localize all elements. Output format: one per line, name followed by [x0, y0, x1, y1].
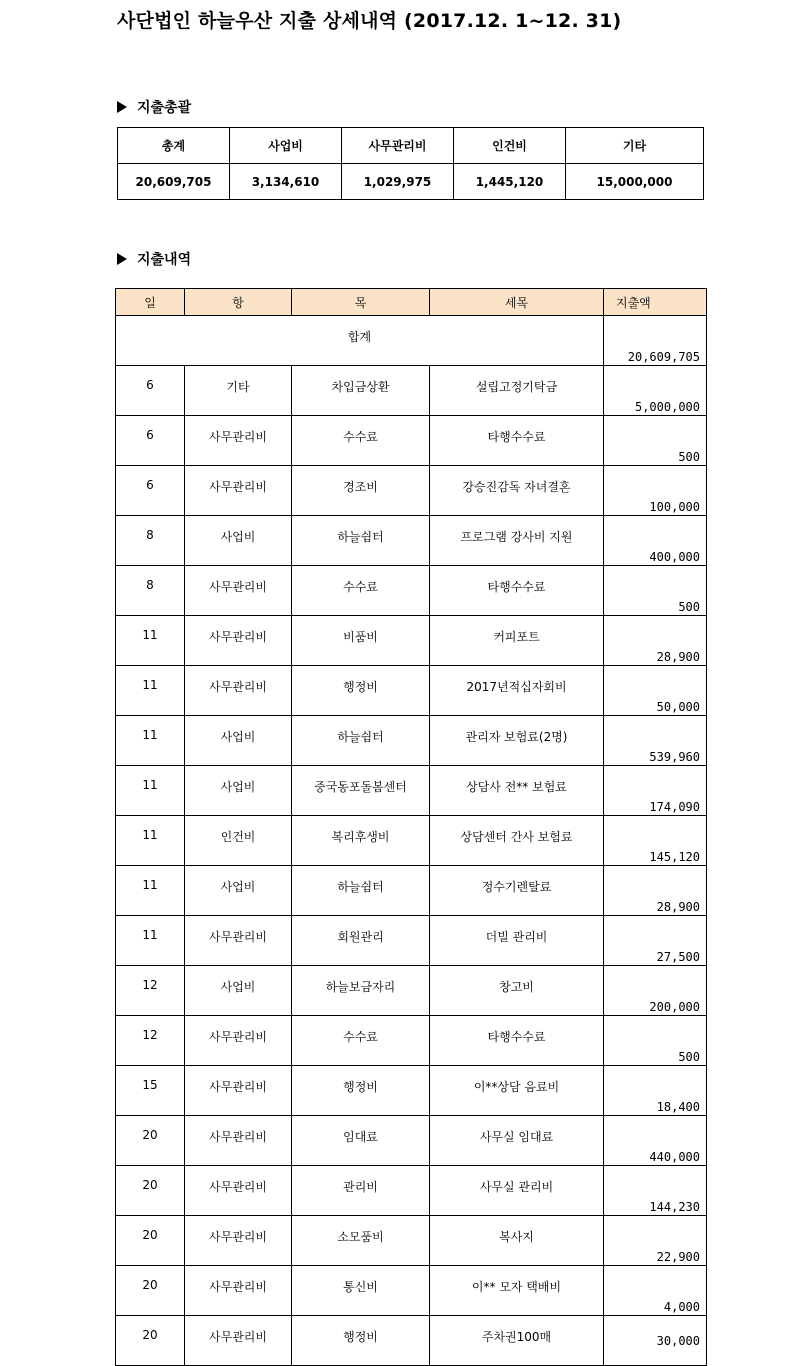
summary-value-other: 15,000,000	[566, 164, 704, 200]
triangle-bullet-icon	[117, 101, 127, 113]
section-heading-details	[117, 249, 191, 269]
row-hang: 인건비	[185, 816, 292, 866]
row-amount: 4,000	[604, 1266, 707, 1316]
row-mok: 행정비	[292, 1316, 430, 1366]
row-hang: 사무관리비	[185, 916, 292, 966]
row-amount: 30,000	[604, 1316, 707, 1366]
row-semok: 강승진감독 자녀결혼	[430, 466, 604, 516]
row-day: 11	[116, 866, 185, 916]
row-day: 11	[116, 666, 185, 716]
row-semok: 2017년적십자회비	[430, 666, 604, 716]
row-day: 11	[116, 816, 185, 866]
table-row	[116, 1266, 707, 1316]
row-semok: 사무실 관리비	[430, 1166, 604, 1216]
row-amount: 5,000,000	[604, 366, 707, 416]
table-row	[116, 966, 707, 1016]
total-row	[116, 316, 707, 366]
summary-header-office: 사무관리비	[342, 128, 454, 164]
row-day: 12	[116, 966, 185, 1016]
row-semok: 커피포트	[430, 616, 604, 666]
row-amount: 400,000	[604, 516, 707, 566]
row-day: 8	[116, 516, 185, 566]
summary-header-business: 사업비	[230, 128, 342, 164]
row-semok: 더빌 관리비	[430, 916, 604, 966]
row-hang: 사업비	[185, 966, 292, 1016]
table-row	[116, 1316, 707, 1366]
row-day: 11	[116, 766, 185, 816]
summary-header-total: 총계	[118, 128, 230, 164]
row-day: 20	[116, 1216, 185, 1266]
row-mok: 하늘보금자리	[292, 966, 430, 1016]
row-mok: 행정비	[292, 1066, 430, 1116]
detail-header-row	[116, 289, 707, 316]
row-mok: 비품비	[292, 616, 430, 666]
row-mok: 차입금상환	[292, 366, 430, 416]
detail-header-day: 일	[116, 289, 185, 316]
section-heading-summary-label: 지출총괄	[137, 100, 192, 116]
row-hang: 사무관리비	[185, 1216, 292, 1266]
row-amount: 28,900	[604, 866, 707, 916]
detail-header-mok: 목	[292, 289, 430, 316]
summary-value-total: 20,609,705	[118, 164, 230, 200]
row-day: 6	[116, 366, 185, 416]
row-amount: 539,960	[604, 716, 707, 766]
row-semok: 타행수수료	[430, 566, 604, 616]
row-semok: 정수기렌탈료	[430, 866, 604, 916]
row-mok: 수수료	[292, 416, 430, 466]
total-label: 합계	[116, 316, 604, 366]
row-day: 20	[116, 1266, 185, 1316]
table-row	[116, 1066, 707, 1116]
detail-header-hang: 항	[185, 289, 292, 316]
row-amount: 22,900	[604, 1216, 707, 1266]
total-amount: 20,609,705	[604, 316, 707, 366]
row-semok: 이** 모자 택배비	[430, 1266, 604, 1316]
row-day: 6	[116, 416, 185, 466]
table-row	[116, 566, 707, 616]
row-day: 11	[116, 916, 185, 966]
table-row	[116, 1166, 707, 1216]
row-mok: 수수료	[292, 1016, 430, 1066]
row-hang: 사무관리비	[185, 416, 292, 466]
row-hang: 사무관리비	[185, 1166, 292, 1216]
row-amount: 500	[604, 566, 707, 616]
row-amount: 28,900	[604, 616, 707, 666]
row-mok: 소모품비	[292, 1216, 430, 1266]
row-mok: 하늘쉼터	[292, 866, 430, 916]
row-amount: 500	[604, 1016, 707, 1066]
row-amount: 145,120	[604, 816, 707, 866]
row-day: 6	[116, 466, 185, 516]
table-row	[116, 666, 707, 716]
row-hang: 기타	[185, 366, 292, 416]
row-hang: 사무관리비	[185, 1266, 292, 1316]
row-hang: 사업비	[185, 866, 292, 916]
row-mok: 통신비	[292, 1266, 430, 1316]
row-semok: 타행수수료	[430, 1016, 604, 1066]
row-hang: 사무관리비	[185, 566, 292, 616]
summary-value-business: 3,134,610	[230, 164, 342, 200]
row-amount: 18,400	[604, 1066, 707, 1116]
row-hang: 사업비	[185, 516, 292, 566]
row-day: 20	[116, 1166, 185, 1216]
row-hang: 사업비	[185, 766, 292, 816]
table-row	[116, 616, 707, 666]
table-row	[116, 766, 707, 816]
section-heading-summary	[117, 97, 191, 117]
table-row	[116, 466, 707, 516]
row-day: 20	[116, 1316, 185, 1366]
row-semok: 복사지	[430, 1216, 604, 1266]
row-mok: 중국동포돌봄센터	[292, 766, 430, 816]
table-row	[116, 516, 707, 566]
summary-value-office: 1,029,975	[342, 164, 454, 200]
summary-header-other: 기타	[566, 128, 704, 164]
row-amount: 100,000	[604, 466, 707, 516]
detail-table	[115, 288, 707, 1366]
row-semok: 이**상담 음료비	[430, 1066, 604, 1116]
row-amount: 440,000	[604, 1116, 707, 1166]
detail-header-semok: 세목	[430, 289, 604, 316]
row-hang: 사무관리비	[185, 666, 292, 716]
summary-table	[117, 127, 704, 200]
row-semok: 사무실 임대료	[430, 1116, 604, 1166]
row-day: 20	[116, 1116, 185, 1166]
summary-header-personnel: 인건비	[454, 128, 566, 164]
row-semok: 상담사 전** 보험료	[430, 766, 604, 816]
row-mok: 복리후생비	[292, 816, 430, 866]
row-day: 12	[116, 1016, 185, 1066]
row-mok: 하늘쉼터	[292, 516, 430, 566]
row-semok: 설립고정기탁금	[430, 366, 604, 416]
table-row	[116, 1016, 707, 1066]
summary-header-row	[118, 128, 704, 164]
table-row	[116, 1116, 707, 1166]
row-hang: 사무관리비	[185, 466, 292, 516]
table-row	[116, 816, 707, 866]
row-hang: 사무관리비	[185, 1066, 292, 1116]
row-hang: 사무관리비	[185, 1316, 292, 1366]
row-hang: 사무관리비	[185, 1116, 292, 1166]
section-heading-details-label: 지출내역	[137, 252, 192, 268]
page-title: 사단법인 하늘우산 지출 상세내역 (2017.12. 1~12. 31)	[117, 10, 622, 32]
row-semok: 상담센터 간사 보험료	[430, 816, 604, 866]
row-amount: 200,000	[604, 966, 707, 1016]
row-day: 11	[116, 616, 185, 666]
row-semok: 관리자 보험료(2명)	[430, 716, 604, 766]
row-mok: 경조비	[292, 466, 430, 516]
triangle-bullet-icon	[117, 253, 127, 265]
row-mok: 하늘쉼터	[292, 716, 430, 766]
row-mok: 수수료	[292, 566, 430, 616]
row-semok: 타행수수료	[430, 416, 604, 466]
table-row	[116, 1216, 707, 1266]
row-semok: 주차권100매	[430, 1316, 604, 1366]
table-row	[116, 716, 707, 766]
row-amount: 500	[604, 416, 707, 466]
row-day: 11	[116, 716, 185, 766]
row-day: 8	[116, 566, 185, 616]
table-row	[116, 366, 707, 416]
row-amount: 50,000	[604, 666, 707, 716]
detail-header-amount: 지출액	[604, 289, 707, 316]
row-semok: 창고비	[430, 966, 604, 1016]
summary-value-row	[118, 164, 704, 200]
row-mok: 행정비	[292, 666, 430, 716]
row-amount: 144,230	[604, 1166, 707, 1216]
row-amount: 27,500	[604, 916, 707, 966]
row-hang: 사업비	[185, 716, 292, 766]
row-hang: 사무관리비	[185, 1016, 292, 1066]
table-row	[116, 916, 707, 966]
table-row	[116, 866, 707, 916]
row-amount: 174,090	[604, 766, 707, 816]
row-mok: 관리비	[292, 1166, 430, 1216]
detail-body	[116, 316, 707, 1366]
row-semok: 프로그램 강사비 지원	[430, 516, 604, 566]
row-mok: 임대료	[292, 1116, 430, 1166]
summary-value-personnel: 1,445,120	[454, 164, 566, 200]
row-mok: 회원관리	[292, 916, 430, 966]
row-hang: 사무관리비	[185, 616, 292, 666]
table-row	[116, 416, 707, 466]
row-day: 15	[116, 1066, 185, 1116]
